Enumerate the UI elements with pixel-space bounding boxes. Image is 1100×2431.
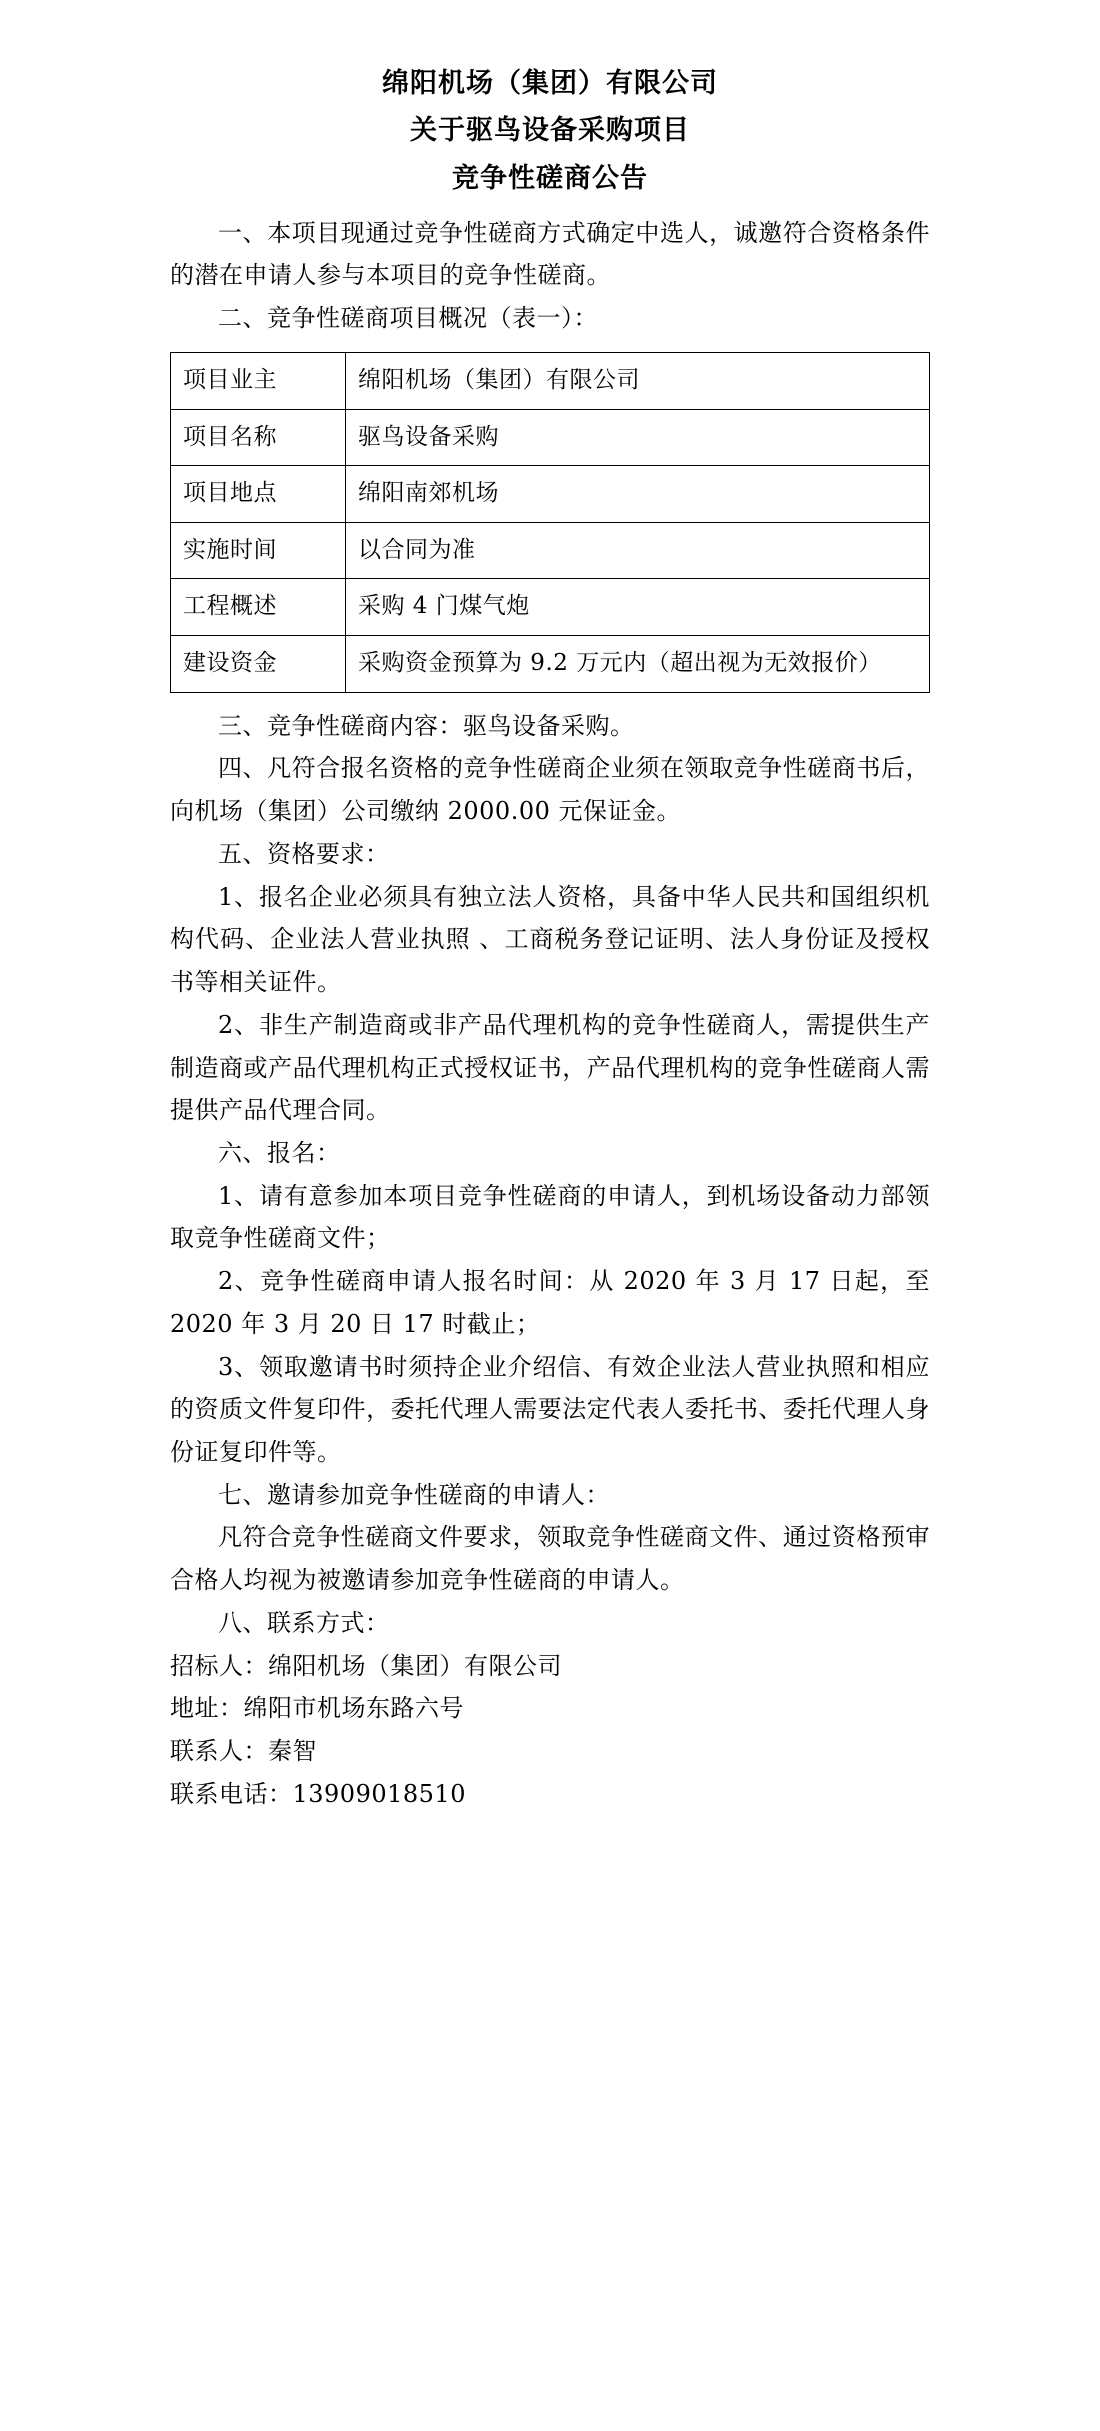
table-cell-label: 项目地点 <box>171 466 346 523</box>
section-item-5: 五、资格要求： <box>218 839 390 868</box>
section-item-7: 七、邀请参加竞争性磋商的申请人： <box>218 1480 610 1509</box>
section-item-8: 八、联系方式： <box>218 1608 390 1637</box>
paragraph-item-1: 一、本项目现通过竞争性磋商方式确定中选人，诚邀符合资格条件的潜在申请人参与本项目的竞争性磋商。 <box>170 218 930 290</box>
contact-person: 联系人：秦智 <box>170 1737 317 1765</box>
table-cell-value: 采购 4 门煤气炮 <box>346 579 930 636</box>
document-title <box>170 60 930 202</box>
title-line-1: 绵阳机场（集团）有限公司 <box>382 68 718 99</box>
table-cell-value: 绵阳南郊机场 <box>346 466 930 523</box>
section-item-6-1: 1、请有意参加本项目竞争性磋商的申请人，到机场设备动力部领取竞争性磋商文件； <box>170 1181 930 1253</box>
table-cell-label: 项目名称 <box>171 409 346 466</box>
table-cell-label: 建设资金 <box>171 636 346 693</box>
section-item-5-1: 1、报名企业必须具有独立法人资格，具备中华人民共和国组织机构代码、企业法人营业执照 、工商税务登记证明、法人身份证及授权书等相关证件。 <box>170 882 930 997</box>
table-row <box>171 522 930 579</box>
table-cell-label: 工程概述 <box>171 579 346 636</box>
table-row <box>171 636 930 693</box>
section-item-3: 三、竞争性磋商内容：驱鸟设备采购。 <box>218 711 635 740</box>
contact-address: 地址：绵阳市机场东路六号 <box>170 1694 464 1723</box>
table-cell-value: 以合同为准 <box>346 522 930 579</box>
table-cell-label: 实施时间 <box>171 522 346 579</box>
table-row <box>171 352 930 409</box>
section-item-5-2: 2、非生产制造商或非产品代理机构的竞争性磋商人，需提供生产制造商或产品代理机构正式授权证书，产品代理机构的竞争性磋商人需提供产品代理合同。 <box>170 1010 930 1125</box>
table-row <box>171 579 930 636</box>
title-line-3: 竞争性磋商公告 <box>452 162 648 194</box>
section-item-6-3: 3、领取邀请书时须持企业介绍信、有效企业法人营业执照和相应的资质文件复印件，委托代理人需要法定代表人委托书、委托代理人身份证复印件等。 <box>170 1352 930 1466</box>
contact-tenderer: 招标人：绵阳机场（集团）有限公司 <box>170 1651 562 1680</box>
contact-phone: 联系电话：13909018510 <box>170 1779 466 1808</box>
table-row <box>171 466 930 523</box>
section-item-7-body: 凡符合竞争性磋商文件要求，领取竞争性磋商文件、通过资格预审合格人均视为被邀请参加竞争性磋商的申请人。 <box>170 1523 930 1595</box>
table-cell-value: 驱鸟设备采购 <box>346 409 930 466</box>
section-item-6: 六、报名： <box>218 1138 341 1167</box>
paragraph-item-2: 二、竞争性磋商项目概况（表一）： <box>218 304 598 333</box>
section-item-4: 四、凡符合报名资格的竞争性磋商企业须在领取竞争性磋商书后，向机场（集团）公司缴纳 2000.00 元保证金。 <box>170 754 930 826</box>
title-line-2: 关于驱鸟设备采购项目 <box>410 115 690 147</box>
table-cell-value: 采购资金预算为 9.2 万元内（超出视为无效报价） <box>346 636 930 693</box>
table-cell-label: 项目业主 <box>171 352 346 409</box>
section-item-6-2: 2、竞争性磋商申请人报名时间：从 2020 年 3 月 17 日起，至 2020 年 3 月 20 日 17 时截止； <box>170 1267 930 1338</box>
table-row <box>171 409 930 466</box>
table-cell-value: 绵阳机场（集团）有限公司 <box>346 352 930 409</box>
project-overview-table <box>170 352 930 693</box>
